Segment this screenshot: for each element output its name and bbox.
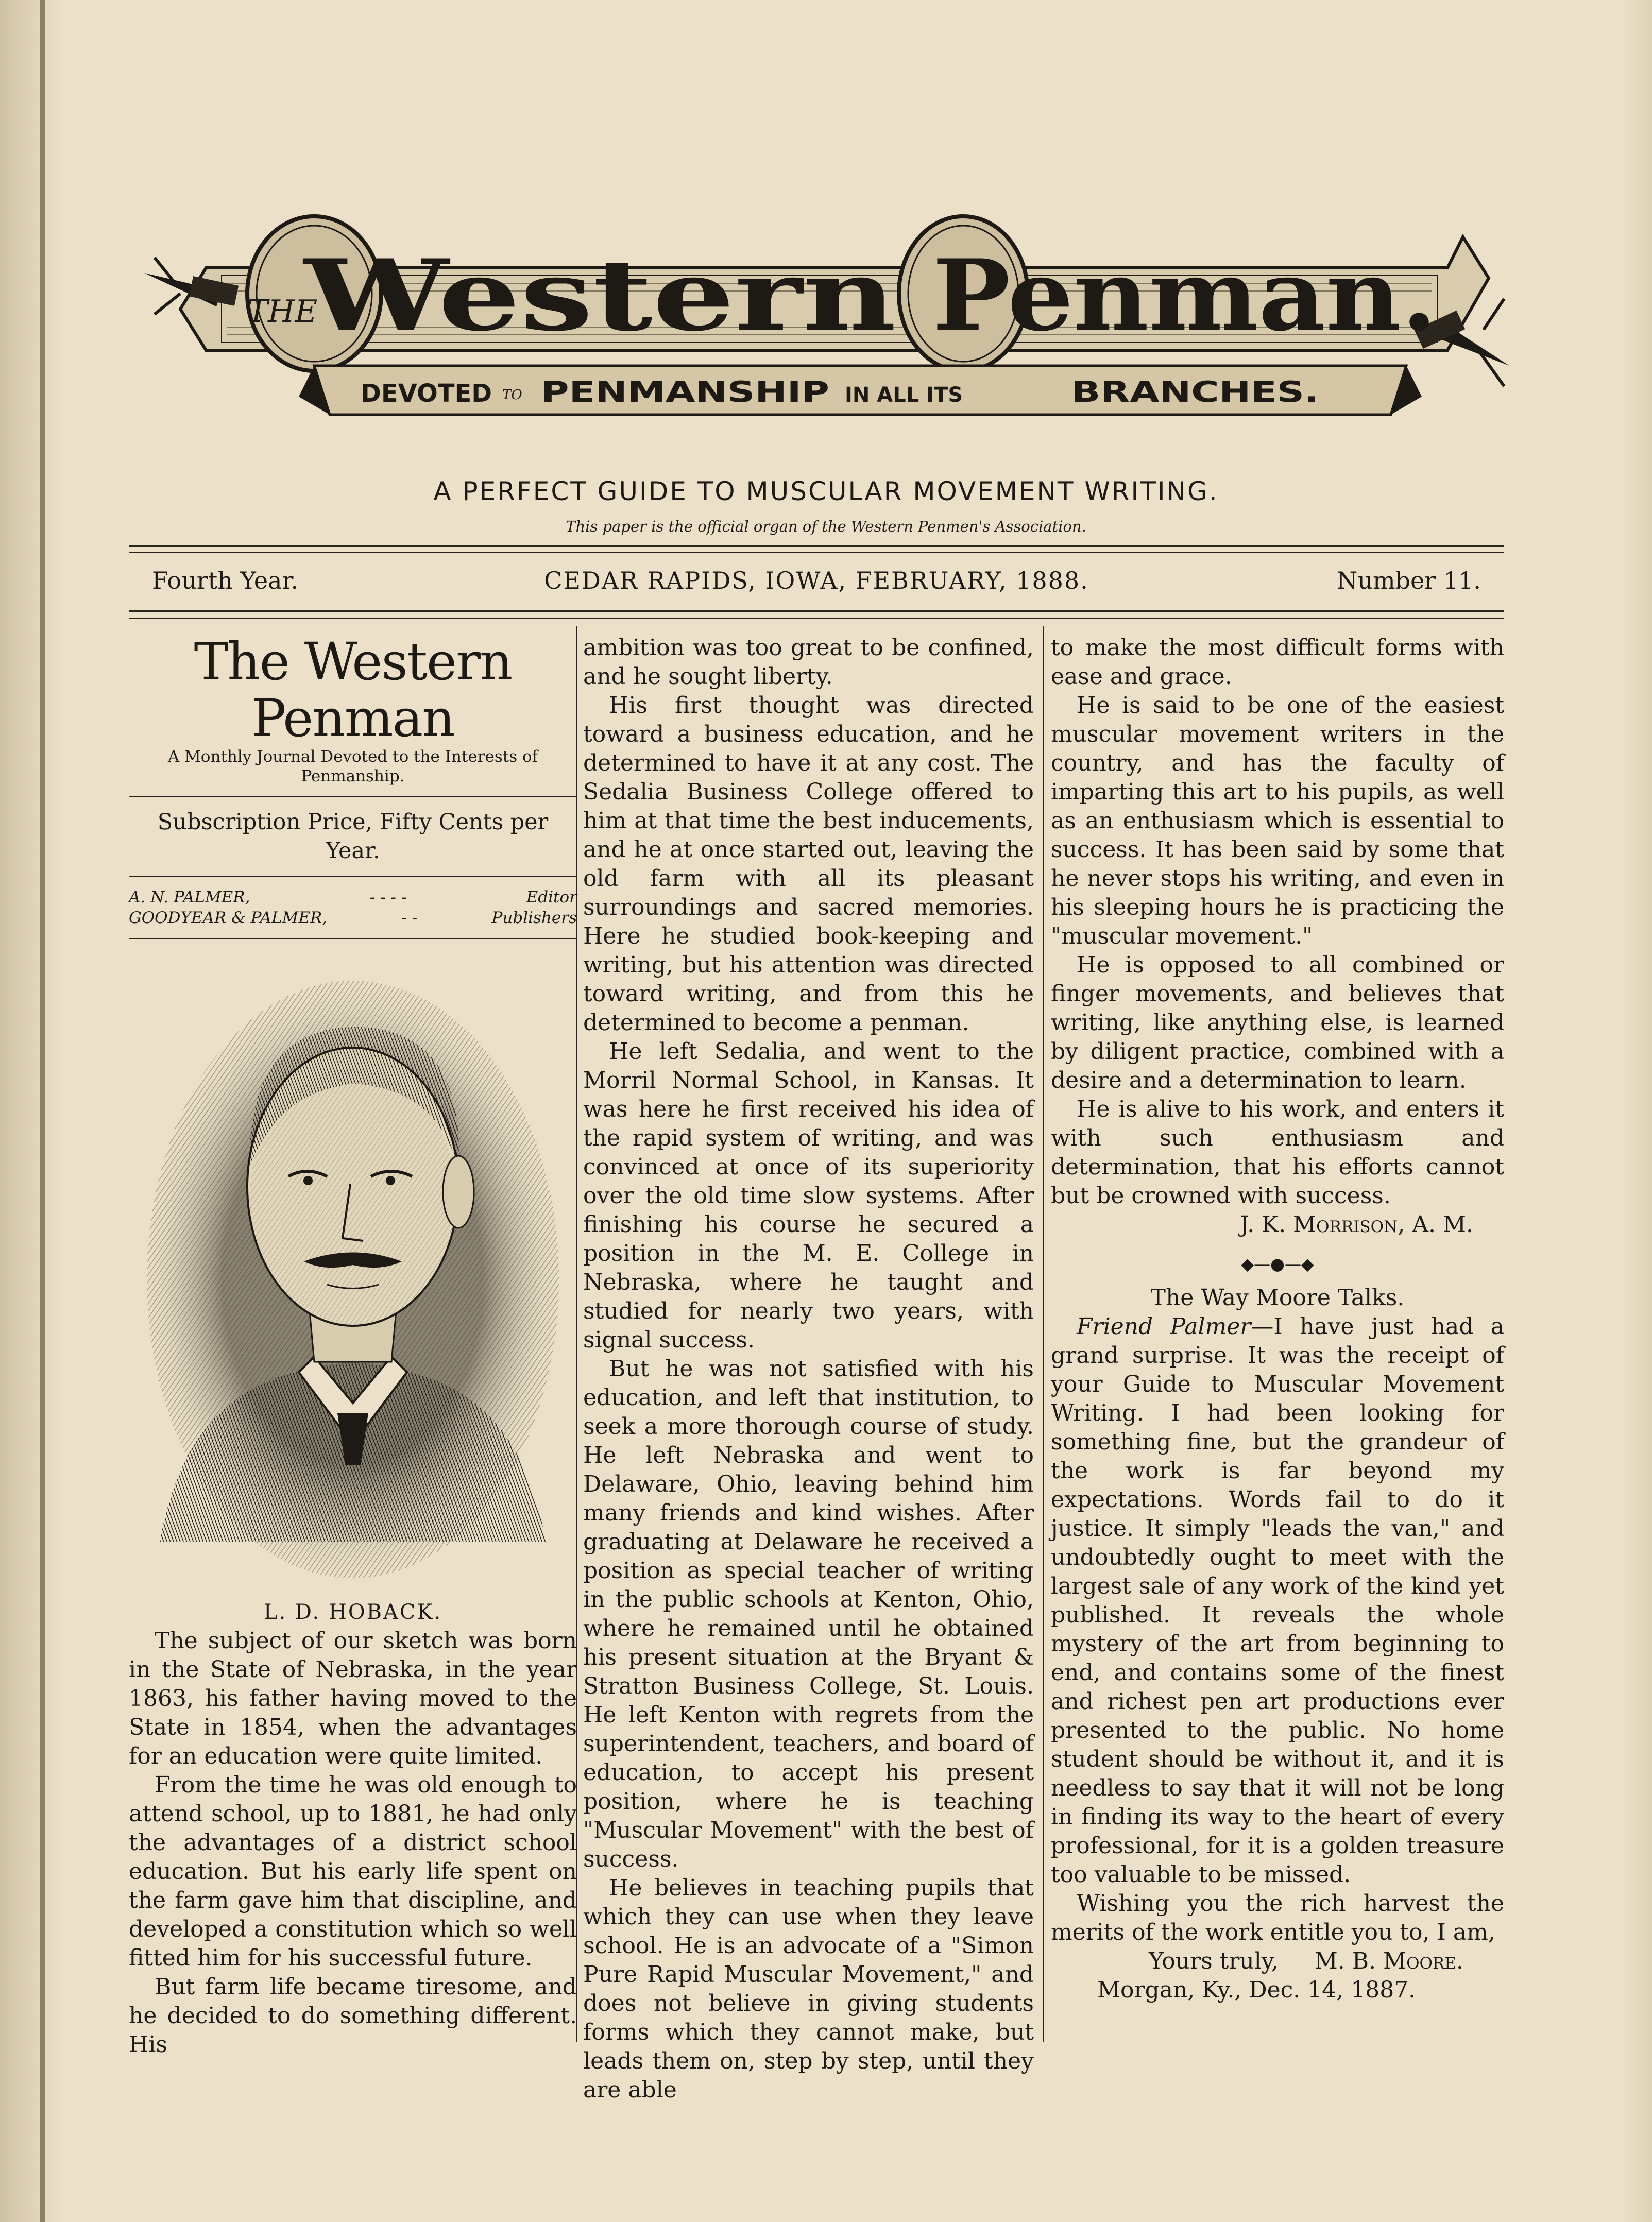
paragraph: to make the most difficult forms with ease and grace. [1051,635,1504,690]
leader-dashes: - - [401,909,418,927]
page-edge [1621,0,1652,2222]
divider [129,938,577,939]
paragraph: He is alive to his work, and enters it with such enthusiasm and determination, that his efforts cannot but be crowned with success. [1051,1096,1504,1209]
paragraph: But farm life became tiresome, and he decided to do something different. His [129,1974,577,2058]
header-rule-top [129,545,1504,547]
svg-text:Western: Western [302,238,897,353]
ornament-divider: ◆—●—◆ [1241,1254,1314,1274]
page-gutter-shadow [0,0,62,2222]
paragraph: From the time he was old enough to attend school, up to 1881, he had only the advantages of a district school education. But his early life spent on the farm gave him that discipline, and developed a constitution which so well fitted him for his successful future. [129,1772,577,1971]
dateline [152,567,1481,597]
portrait-caption: L. D. HOBACK. [263,1600,442,1624]
column-3 [1051,634,1504,2005]
place-and-date: CEDAR RAPIDS, IOWA, FEBRUARY, 1888. [544,567,1089,594]
paragraph: He is said to be one of the easiest muscular movement writers in the country, and has the faculty of imparting this art to his pupils, as well as an enthusiasm which is essential to success. It has been said by some that he never stops his writing, and even in his sleeping hours he is practicing the "muscular movement." [1051,692,1504,949]
letter-closing-line [1051,1947,1504,1976]
paragraph: He left Sedalia, and went to the Morril Normal School, in Kansas. It was here he first received his idea of the rapid system of writing, and was convinced at once of its superiority over the old time slow systems. After finishing his course he secured a position in the M. E. College in Nebraska, where he taught and studied for nearly two years, with signal success. [583,1038,1034,1353]
masthead-tagline: A PERFECT GUIDE TO MUSCULAR MOVEMENT WRITING. [433,476,1219,506]
letter-wish: Wishing you the rich harvest the merits of the work entitle you to, I am, [1051,1890,1504,1945]
letter-salutation: Friend Palmer [1077,1313,1251,1340]
svg-text:TO: TO [502,387,522,403]
letter-closing: Yours truly, [1149,1948,1279,1974]
article-signature: J. K. Morrison, A. M. [1240,1211,1473,1238]
volume-year: Fourth Year. [152,567,299,594]
column-2 [583,634,1034,2105]
svg-text:THE: THE [247,294,318,330]
column-divider [1043,626,1044,2042]
svg-text:PENMANSHIP: PENMANSHIP [541,375,829,409]
letter-place-date: Morgan, Ky., Dec. 14, 1887. [1097,1977,1416,2003]
letter-body [1051,1312,1504,1889]
paragraph: But he was not satisfied with his education, and left that institution, to seek a more thorough course of study. He left Nebraska and went to Delaware, Ohio, leaving behind him many friends and kind wishes. After graduating at Delaware he received a position as special teacher of writing in the public schools at Kenton, Ohio, where he remained until he obtained his present situation at the Bryant & Stratton Business College, St. Louis. He left Kenton with regrets from the superintendent, teachers, and board of education, to accept his present position, where he is teaching "Muscular Movement" with the best of success. [583,1356,1034,1872]
svg-text:DEVOTED: DEVOTED [361,379,492,408]
binding-edge [40,0,45,2222]
editor-role: Editor [526,888,577,907]
svg-text:IN ALL ITS: IN ALL ITS [845,383,963,407]
header-rule-top-thin [129,552,1504,553]
header-rule-bottom-thin [129,618,1504,619]
editor-name: A. N. PALMER, [129,888,250,907]
portrait-image [129,950,577,1594]
letter-title: The Way Moore Talks. [1150,1285,1405,1311]
paragraph: ambition was too great to be confined, and he sought liberty. [583,635,1034,690]
issue-number: Number 11. [1337,567,1481,594]
header-rule-bottom [129,610,1504,612]
column-1 [129,631,577,2059]
masthead-logo [144,180,1509,458]
masthead-artwork [144,180,1509,458]
publisher-role: Publishers [491,909,577,927]
paragraph: The subject of our sketch was born in the State of Nebraska, in the year 1863, his father having moved to the State in 1854, when the advantages for an education were quite limited. [129,1628,577,1769]
leader-dashes: - - - - [369,888,407,907]
editor-line [129,887,577,908]
svg-text:BRANCHES.: BRANCHES. [1071,375,1319,409]
svg-text:Penman.: Penman. [932,238,1437,353]
divider [129,796,577,797]
divider [129,876,577,877]
subscription-price: Subscription Price, Fifty Cents per Year. [157,809,549,864]
publisher-line [129,908,577,928]
paragraph: His first thought was directed toward a business education, and he determined to have it at any cost. The Sedalia Business College offered to him at that time the best inducements, and he at once started out, leaving the old farm with all its pleasant surroundings and sacred memories. Here he studied book-keeping and writing, but his attention was directed toward writing, and from this he determined to become a penman. [583,692,1034,1036]
portrait-engraving [129,950,577,1594]
journal-name: The Western Penman [194,631,512,748]
paragraph: He is opposed to all combined or finger movements, and believes that writing, like anything else, is learned by diligent practice, combined with a desire and a determination to learn. [1051,952,1504,1093]
paragraph: He believes in teaching pupils that which they can use when they leave school. He is an advocate of a "Simon Pure Rapid Muscular Movement," and does not believe in giving students forms which they cannot make, but leads them on, step by step, until they are able [583,1875,1034,2103]
publisher-name: GOODYEAR & PALMER, [129,909,328,927]
letter-text: —I have just had a grand surprise. It was the receipt of your Guide to Muscular Movement Writing. I had been looking for something fine, but the grandeur of the work is far beyond my expectations. Words fail to do it justice. It simply "leads the van," and undoubtedly ought to meet with the largest sale of any work of the kind yet published. It reveals the whole mystery of the art from beginning to end, and contains some of the finest and richest pen art productions ever presented to the public. No home student should be without it, and it is needless to say that it will not be long in finding its way to the heart of every professional, for it is a golden treasure too valuable to be missed. [1051,1313,1504,1888]
journal-subtitle: A Monthly Journal Devoted to the Interests of Penmanship. [167,747,538,785]
official-organ-note: This paper is the official organ of the Western Penmen's Association. [566,518,1086,535]
letter-signer: M. B. Moore. [1314,1948,1463,1974]
